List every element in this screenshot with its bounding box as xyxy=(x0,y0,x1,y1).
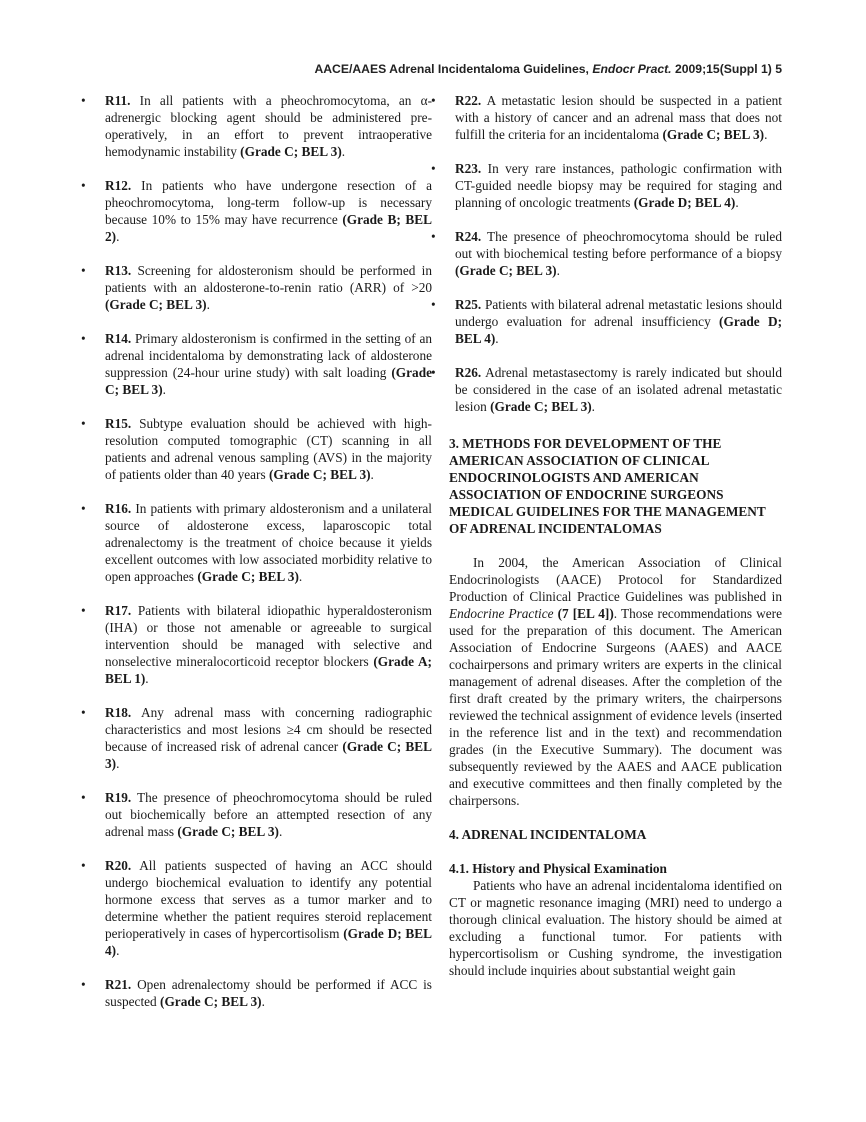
rec-end: . xyxy=(556,263,560,278)
right-recommendations xyxy=(431,92,782,415)
rec-text: Open adrenalectomy should be performed if ACC is suspected xyxy=(105,977,432,1009)
rec-grade: (Grade C; BEL 3) xyxy=(268,467,371,482)
rec-text: Any adrenal mass with concerning radiographic characteristics and most lesions ≥4 cm should be resected because of increased risk of adrenal cancer xyxy=(105,705,432,754)
section-3-ref: (7 [EL 4]) xyxy=(553,606,614,621)
rec-end: . xyxy=(116,943,120,958)
rec-id: R25. xyxy=(455,297,482,312)
rec-end: . xyxy=(145,671,149,686)
recommendation-item xyxy=(431,160,782,211)
rec-id: R11. xyxy=(105,93,131,108)
rec-grade: (Grade C; BEL 3) xyxy=(662,127,765,142)
section-3-text-b: . Those recommendations were used for the preparation of this document. The American Association of Endocrine Surgeons (AAES) and AACE cochairpersons and primary writers are experts in the clinical management of adrenal diseases. After the completion of the first draft created by the primary writers, the chairpersons reviewed the technical assignment of evidence levels (inserted in the reference list and in the text) and recommendation grades (in the Executive Summary). The document was subsequently reviewed by the AAES and AACE publication and executive committees and then finally completed by the chairpersons. xyxy=(449,606,782,808)
bullet-icon: • xyxy=(81,603,86,618)
bullet-icon: • xyxy=(81,977,86,992)
running-header xyxy=(314,62,782,76)
rec-id: R26. xyxy=(455,365,482,380)
rec-end: . xyxy=(278,824,283,839)
header-suffix: 2009;15(Suppl 1) 5 xyxy=(671,62,782,76)
bullet-icon: • xyxy=(81,790,86,805)
section-4-1-paragraph: Patients who have an adrenal incidentaloma identified on CT or magnetic resonance imaging (MRI) need to undergo a thorough clinical evaluation. The history should be aimed at excluding a functional tumor. For patients with hypercortisolism or Cushing syndrome, the investigation should include inquiries about substantial weight gain xyxy=(449,878,782,978)
bullet-icon: • xyxy=(81,501,86,516)
rec-id: R20. xyxy=(105,858,132,873)
rec-end: . xyxy=(495,331,499,346)
recommendation-item xyxy=(431,228,782,279)
rec-text: In patients who have undergone resection of a pheochromocytoma, long-term follow-up is necessary because 10% to 15% may have recurrence xyxy=(105,178,432,227)
recommendation-item xyxy=(431,364,782,415)
rec-grade: (Grade D; BEL 4) xyxy=(633,195,736,210)
bullet-icon: • xyxy=(81,331,86,346)
rec-text: Patients with bilateral adrenal metastatic lesions should undergo evaluation for adrenal insufficiency xyxy=(455,297,782,329)
recommendation-item xyxy=(81,857,433,959)
header-journal: Endocr Pract. xyxy=(592,62,672,76)
section-3-paragraph xyxy=(449,554,782,809)
section-3-text-a: In 2004, the American Association of Clinical Endocrinologists (AACE) Protocol for Standardized Production of Clinical Practice Guidelines was published in xyxy=(449,555,782,604)
rec-id: R19. xyxy=(105,790,132,805)
rec-id: R14. xyxy=(105,331,132,346)
rec-grade: (Grade D; BEL 4) xyxy=(455,314,782,346)
bullet-icon: • xyxy=(431,365,436,380)
rec-grade: (Grade C; BEL 3) xyxy=(177,824,279,839)
rec-text: In patients with primary aldosteronism and a unilateral source of aldosterone excess, laparoscopic total adrenalectomy is the treatment of choice because it yields excellent outcomes with low associated morbidity relative to open approaches xyxy=(105,501,432,584)
recommendation-item xyxy=(431,296,782,347)
rec-text: In very rare instances, pathologic confirmation with CT-guided needle biopsy may be required for staging and planning of oncologic treatments xyxy=(455,161,782,210)
bullet-icon: • xyxy=(81,263,86,278)
rec-grade: (Grade D; BEL 4) xyxy=(105,926,433,958)
recommendation-item xyxy=(81,500,432,585)
rec-text: Screening for aldosteronism should be performed in patients with an aldosterone-to-renin ratio (ARR) of >20 xyxy=(105,263,432,295)
right-column xyxy=(431,92,782,979)
section-3-journal: Endocrine Practice xyxy=(449,606,554,621)
rec-grade: (Grade C; BEL 3) xyxy=(105,297,207,312)
recommendation-item xyxy=(81,177,432,245)
rec-id: R23. xyxy=(455,161,482,176)
bullet-icon: • xyxy=(81,93,86,108)
rec-end: . xyxy=(341,144,346,159)
rec-grade: (Grade C; BEL 3) xyxy=(105,365,432,397)
rec-grade: (Grade C; BEL 3) xyxy=(160,994,262,1009)
rec-end: . xyxy=(735,195,739,210)
bullet-icon: • xyxy=(81,178,86,193)
rec-text: Patients with bilateral idiopathic hyperaldosteronism (IHA) or those not amenable or agreeable to surgical intervention should be managed with selective and nonselective mineralocorticoid receptor blockers xyxy=(105,603,432,669)
recommendation-item xyxy=(81,415,432,483)
bullet-icon: • xyxy=(431,229,436,244)
rec-end: . xyxy=(370,467,374,482)
rec-id: R18. xyxy=(105,705,132,720)
rec-id: R24. xyxy=(455,229,482,244)
rec-grade: (Grade C; BEL 3) xyxy=(105,739,432,771)
recommendation-item xyxy=(81,976,432,1010)
section-4-heading: 4. ADRENAL INCIDENTALOMA xyxy=(449,827,647,842)
rec-grade: (Grade B; BEL 2) xyxy=(105,212,432,244)
rec-text: The presence of pheochromocytoma should be ruled out with biochemical testing before performance of a biopsy xyxy=(455,229,782,261)
rec-end: . xyxy=(162,382,166,397)
header-prefix: AACE/AAES Adrenal Incidentaloma Guidelines, xyxy=(314,62,593,76)
rec-grade: (Grade C; BEL 3) xyxy=(490,399,592,414)
rec-end: . xyxy=(298,569,303,584)
rec-id: R13. xyxy=(105,263,132,278)
rec-end: . xyxy=(261,994,265,1009)
bullet-icon: • xyxy=(431,161,436,176)
bullet-icon: • xyxy=(81,416,86,431)
recommendation-item xyxy=(81,704,432,772)
rec-text: All patients suspected of having an ACC should undergo biochemical evaluation to identify any potential hormone excess that serves as a tumor marker and to determine whether the patient requires steroid replacement perioperatively in cases of hypercortisolism xyxy=(105,858,432,941)
bullet-icon: • xyxy=(431,297,436,312)
rec-grade: (Grade C; BEL 3) xyxy=(197,569,299,584)
rec-id: R22. xyxy=(455,93,482,108)
rec-id: R12. xyxy=(105,178,132,193)
rec-text: Adrenal metastasectomy is rarely indicated but should be considered in the case of an isolated adrenal metastatic lesion xyxy=(455,365,782,414)
rec-id: R15. xyxy=(105,416,132,431)
rec-text: Primary aldosteronism is confirmed in the setting of an adrenal incidentaloma by demonstrating lack of aldosterone suppression (24-hour urine study) with salt loading xyxy=(105,331,432,380)
rec-grade: (Grade A; BEL 1) xyxy=(105,654,432,686)
rec-grade: (Grade C; BEL 3) xyxy=(455,263,557,278)
left-column xyxy=(81,92,433,1027)
rec-text: In all patients with a pheochromocytoma, an α-adrenergic blocking agent should be administered pre-operatively, in an effort to prevent intraoperative hemodynamic instability xyxy=(105,93,432,159)
bullet-icon: • xyxy=(81,858,86,873)
rec-grade: (Grade C; BEL 3) xyxy=(240,144,342,159)
rec-id: R17. xyxy=(105,603,132,618)
section-4-1-heading: 4.1. History and Physical Examination xyxy=(449,861,667,876)
rec-end: . xyxy=(764,127,768,142)
rec-end: . xyxy=(591,399,595,414)
rec-id: R21. xyxy=(105,977,132,992)
recommendation-item xyxy=(81,330,432,398)
recommendation-item xyxy=(81,92,432,160)
recommendation-item xyxy=(81,602,432,687)
rec-text: A metastatic lesion should be suspected in a patient with a history of cancer and an adrenal mass that does not fulfill the criteria for an incidentaloma xyxy=(455,93,782,142)
rec-end: . xyxy=(116,229,120,244)
recommendation-item xyxy=(81,262,432,313)
section-3-heading: 3. METHODS FOR DEVELOPMENT OF THE AMERICAN ASSOCIATION OF CLINICAL ENDOCRINOLOGISTS AND AMERICAN ASSOCIATION OF ENDOCRINE SURGEONS MEDICAL GUIDELINES FOR THE MANAGEMENT OF ADRENAL INCIDENTALOMAS xyxy=(449,436,766,536)
recommendation-item xyxy=(431,92,782,143)
rec-id: R16. xyxy=(105,501,132,516)
rec-text: Subtype evaluation should be achieved with high-resolution computed tomographic (CT) scanning in all patients and adrenal venous sampling (AVS) in the majority of patients older than 40 years xyxy=(105,416,432,482)
recommendation-item xyxy=(81,789,432,840)
rec-text: The presence of pheochromocytoma should be ruled out biochemically before an attempted resection of any adrenal mass xyxy=(105,790,432,839)
bullet-icon: • xyxy=(431,93,436,108)
rec-end: . xyxy=(206,297,210,312)
bullet-icon: • xyxy=(81,705,86,720)
rec-end: . xyxy=(116,756,120,771)
